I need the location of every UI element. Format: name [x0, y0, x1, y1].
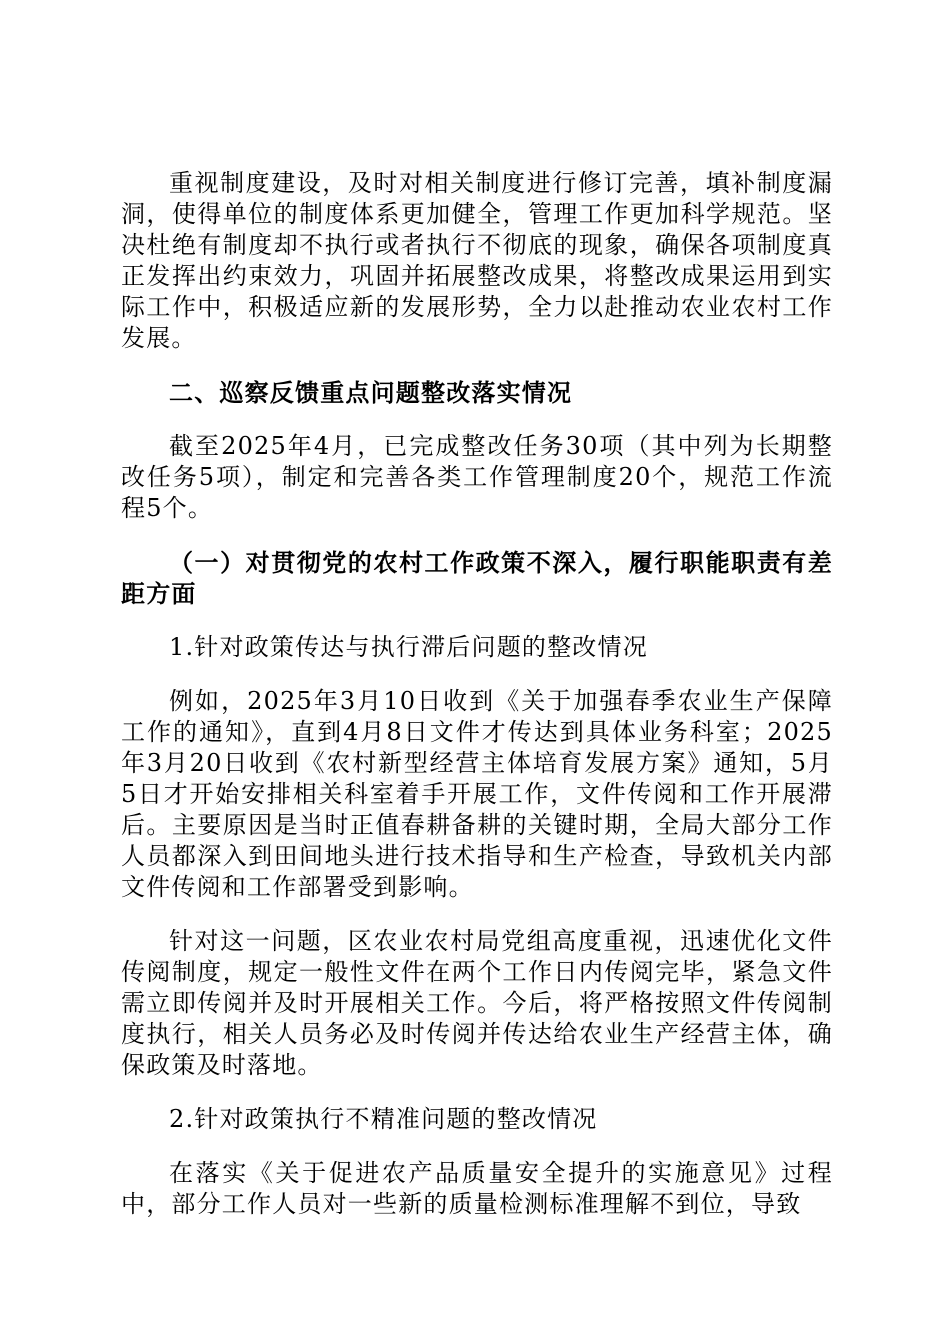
paragraph-system-construction: 重视制度建设，及时对相关制度进行修订完善，填补制度漏洞，使得单位的制度体系更加健全，管理工作更加科学规范。坚决杜绝有制度却不执行或者执行不彻底的现象，确保各项制度真正发挥出约束效力，巩固并拓展整改成果，将整改成果运用到实际工作中，积极适应新的发展形势，全力以赴推动农业农村工作发展。	[121, 169, 833, 352]
paragraph-quality-opinion: 在落实《关于促进农产品质量安全提升的实施意见》过程中，部分工作人员对一些新的质量检测标准理解不到位，导致	[121, 1159, 833, 1218]
document-page	[121, 168, 833, 1243]
sub-heading-1: （一）对贯彻党的农村工作政策不深入，履行职能职责有差距方面	[121, 548, 833, 608]
paragraph-example-delay: 例如，2025年3月10日收到《关于加强春季农业生产保障工作的通知》，直到4月8日文件才传达到具体业务科室；2025年3月20日收到《农村新型经营主体培育发展方案》通知，5月5日才开始安排相关科室着手开展工作，文件传阅和工作开展滞后。主要原因是当时正值春耕备耕的关键时期，全局大部分工作人员都深入到田间地头进行技术指导和生产检查，导致机关内部文件传阅和工作部署受到影响。	[121, 687, 833, 901]
paragraph-progress-summary: 截至2025年4月，已完成整改任务30项（其中列为长期整改任务5项），制定和完善各类工作管理制度20个，规范工作流程5个。	[121, 432, 833, 522]
item-title-2: 2.针对政策执行不精准问题的整改情况	[169, 1105, 598, 1133]
item-title-1: 1.针对政策传达与执行滞后问题的整改情况	[169, 633, 648, 661]
paragraph-rectification-measures: 针对这一问题，区农业农村局党组高度重视，迅速优化文件传阅制度，规定一般性文件在两个工作日内传阅完毕，紧急文件需立即传阅并及时开展相关工作。今后，将严格按照文件传阅制度执行，相关人员务必及时传阅并传达给农业生产经营主体，确保政策及时落地。	[121, 927, 833, 1079]
section-heading-2: 二、巡察反馈重点问题整改落实情况	[169, 378, 573, 407]
